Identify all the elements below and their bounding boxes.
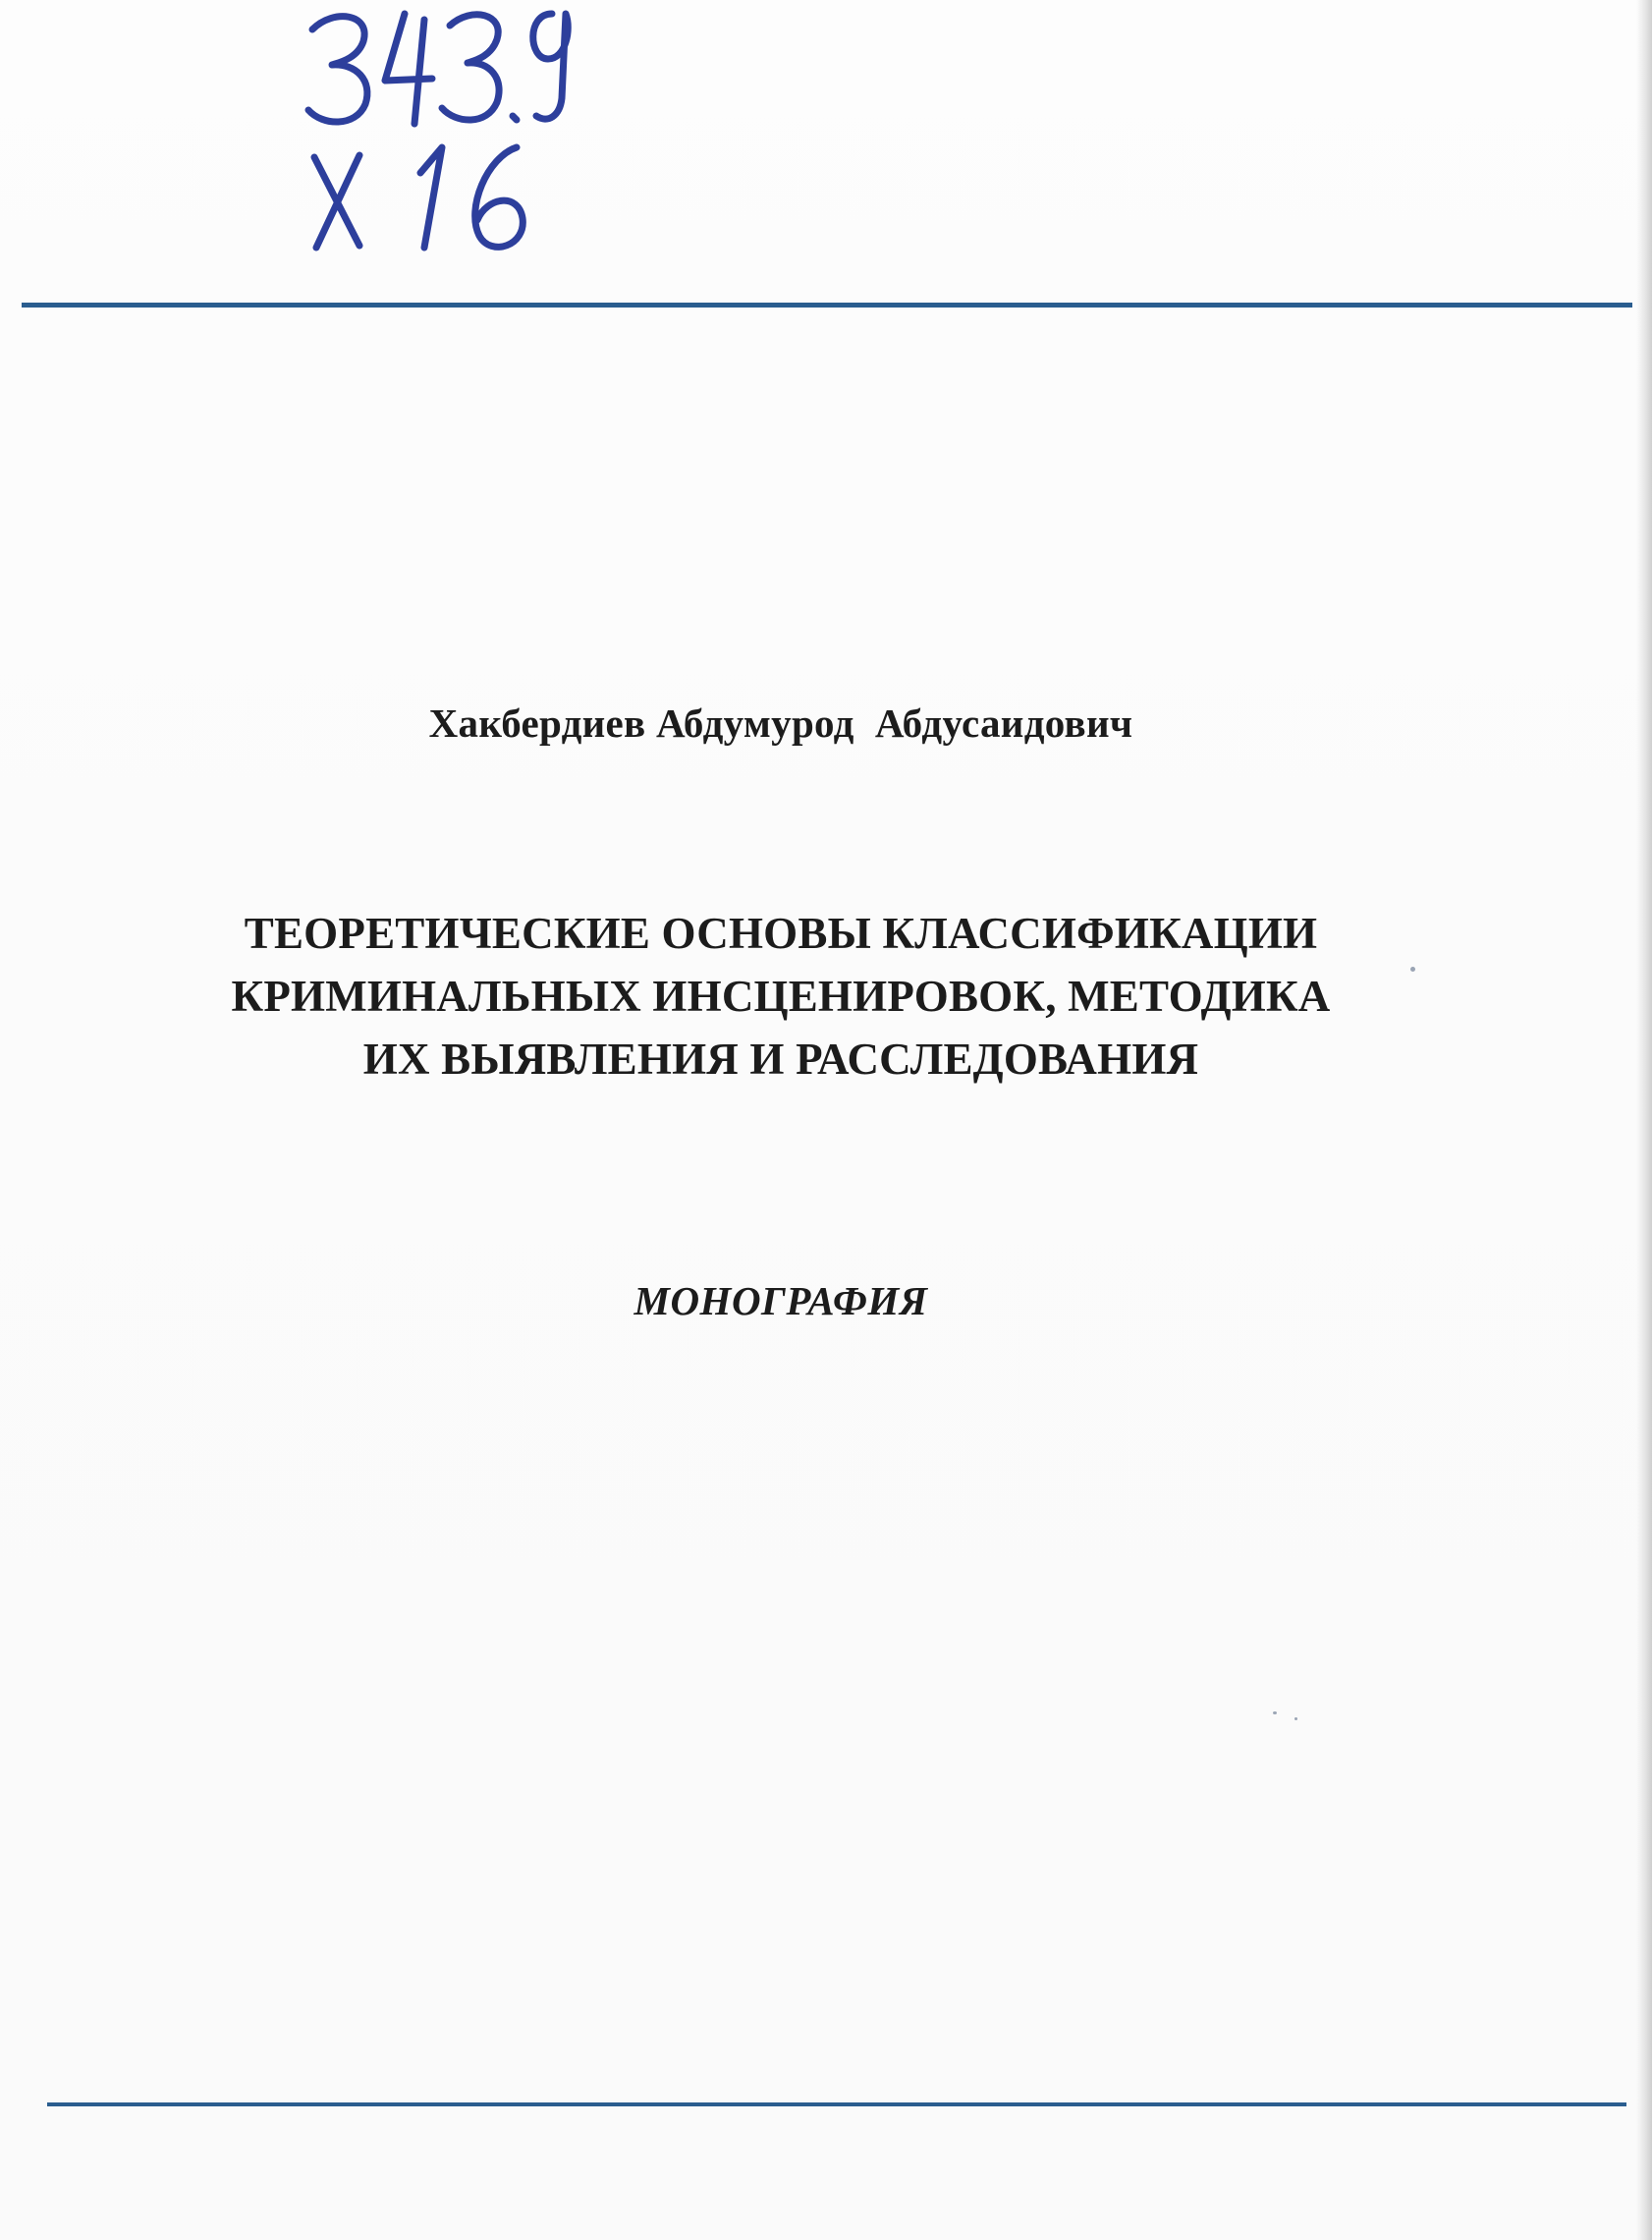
scan-edge-shadow <box>1636 0 1652 2240</box>
book-title <box>0 902 1562 1091</box>
scan-speck <box>1410 967 1415 972</box>
genre-label: МОНОГРАФИЯ <box>633 1278 928 1323</box>
top-divider-rule <box>22 303 1632 308</box>
shelfmark-digit-1 <box>420 147 442 248</box>
shelfmark-digit-6 <box>475 147 523 247</box>
handwritten-shelfmark <box>295 0 589 265</box>
shelfmark-dot <box>513 116 517 120</box>
shelfmark-digit-3b <box>442 15 499 120</box>
scan-speck <box>1273 1711 1277 1714</box>
title-line-2: КРИМИНАЛЬНЫХ ИНСЦЕНИРОВОК, МЕТОДИКА <box>231 972 1331 1021</box>
shelfmark-digit-4 <box>385 14 432 124</box>
shelfmark-digit-3 <box>308 17 367 122</box>
title-line-3: ИХ ВЫЯВЛЕНИЯ И РАССЛЕДОВАНИЯ <box>362 1035 1199 1084</box>
title-line-1: ТЕОРЕТИЧЕСКИЕ ОСНОВЫ КЛАССИФИКАЦИИ <box>244 909 1318 958</box>
author-name: Хакбердиев Абдумурод Абдусаидович <box>428 700 1133 746</box>
bottom-divider-rule <box>47 2102 1626 2106</box>
shelfmark-digit-9 <box>533 14 569 119</box>
shelfmark-letter-x <box>314 155 359 248</box>
scan-speck <box>1294 1717 1297 1720</box>
